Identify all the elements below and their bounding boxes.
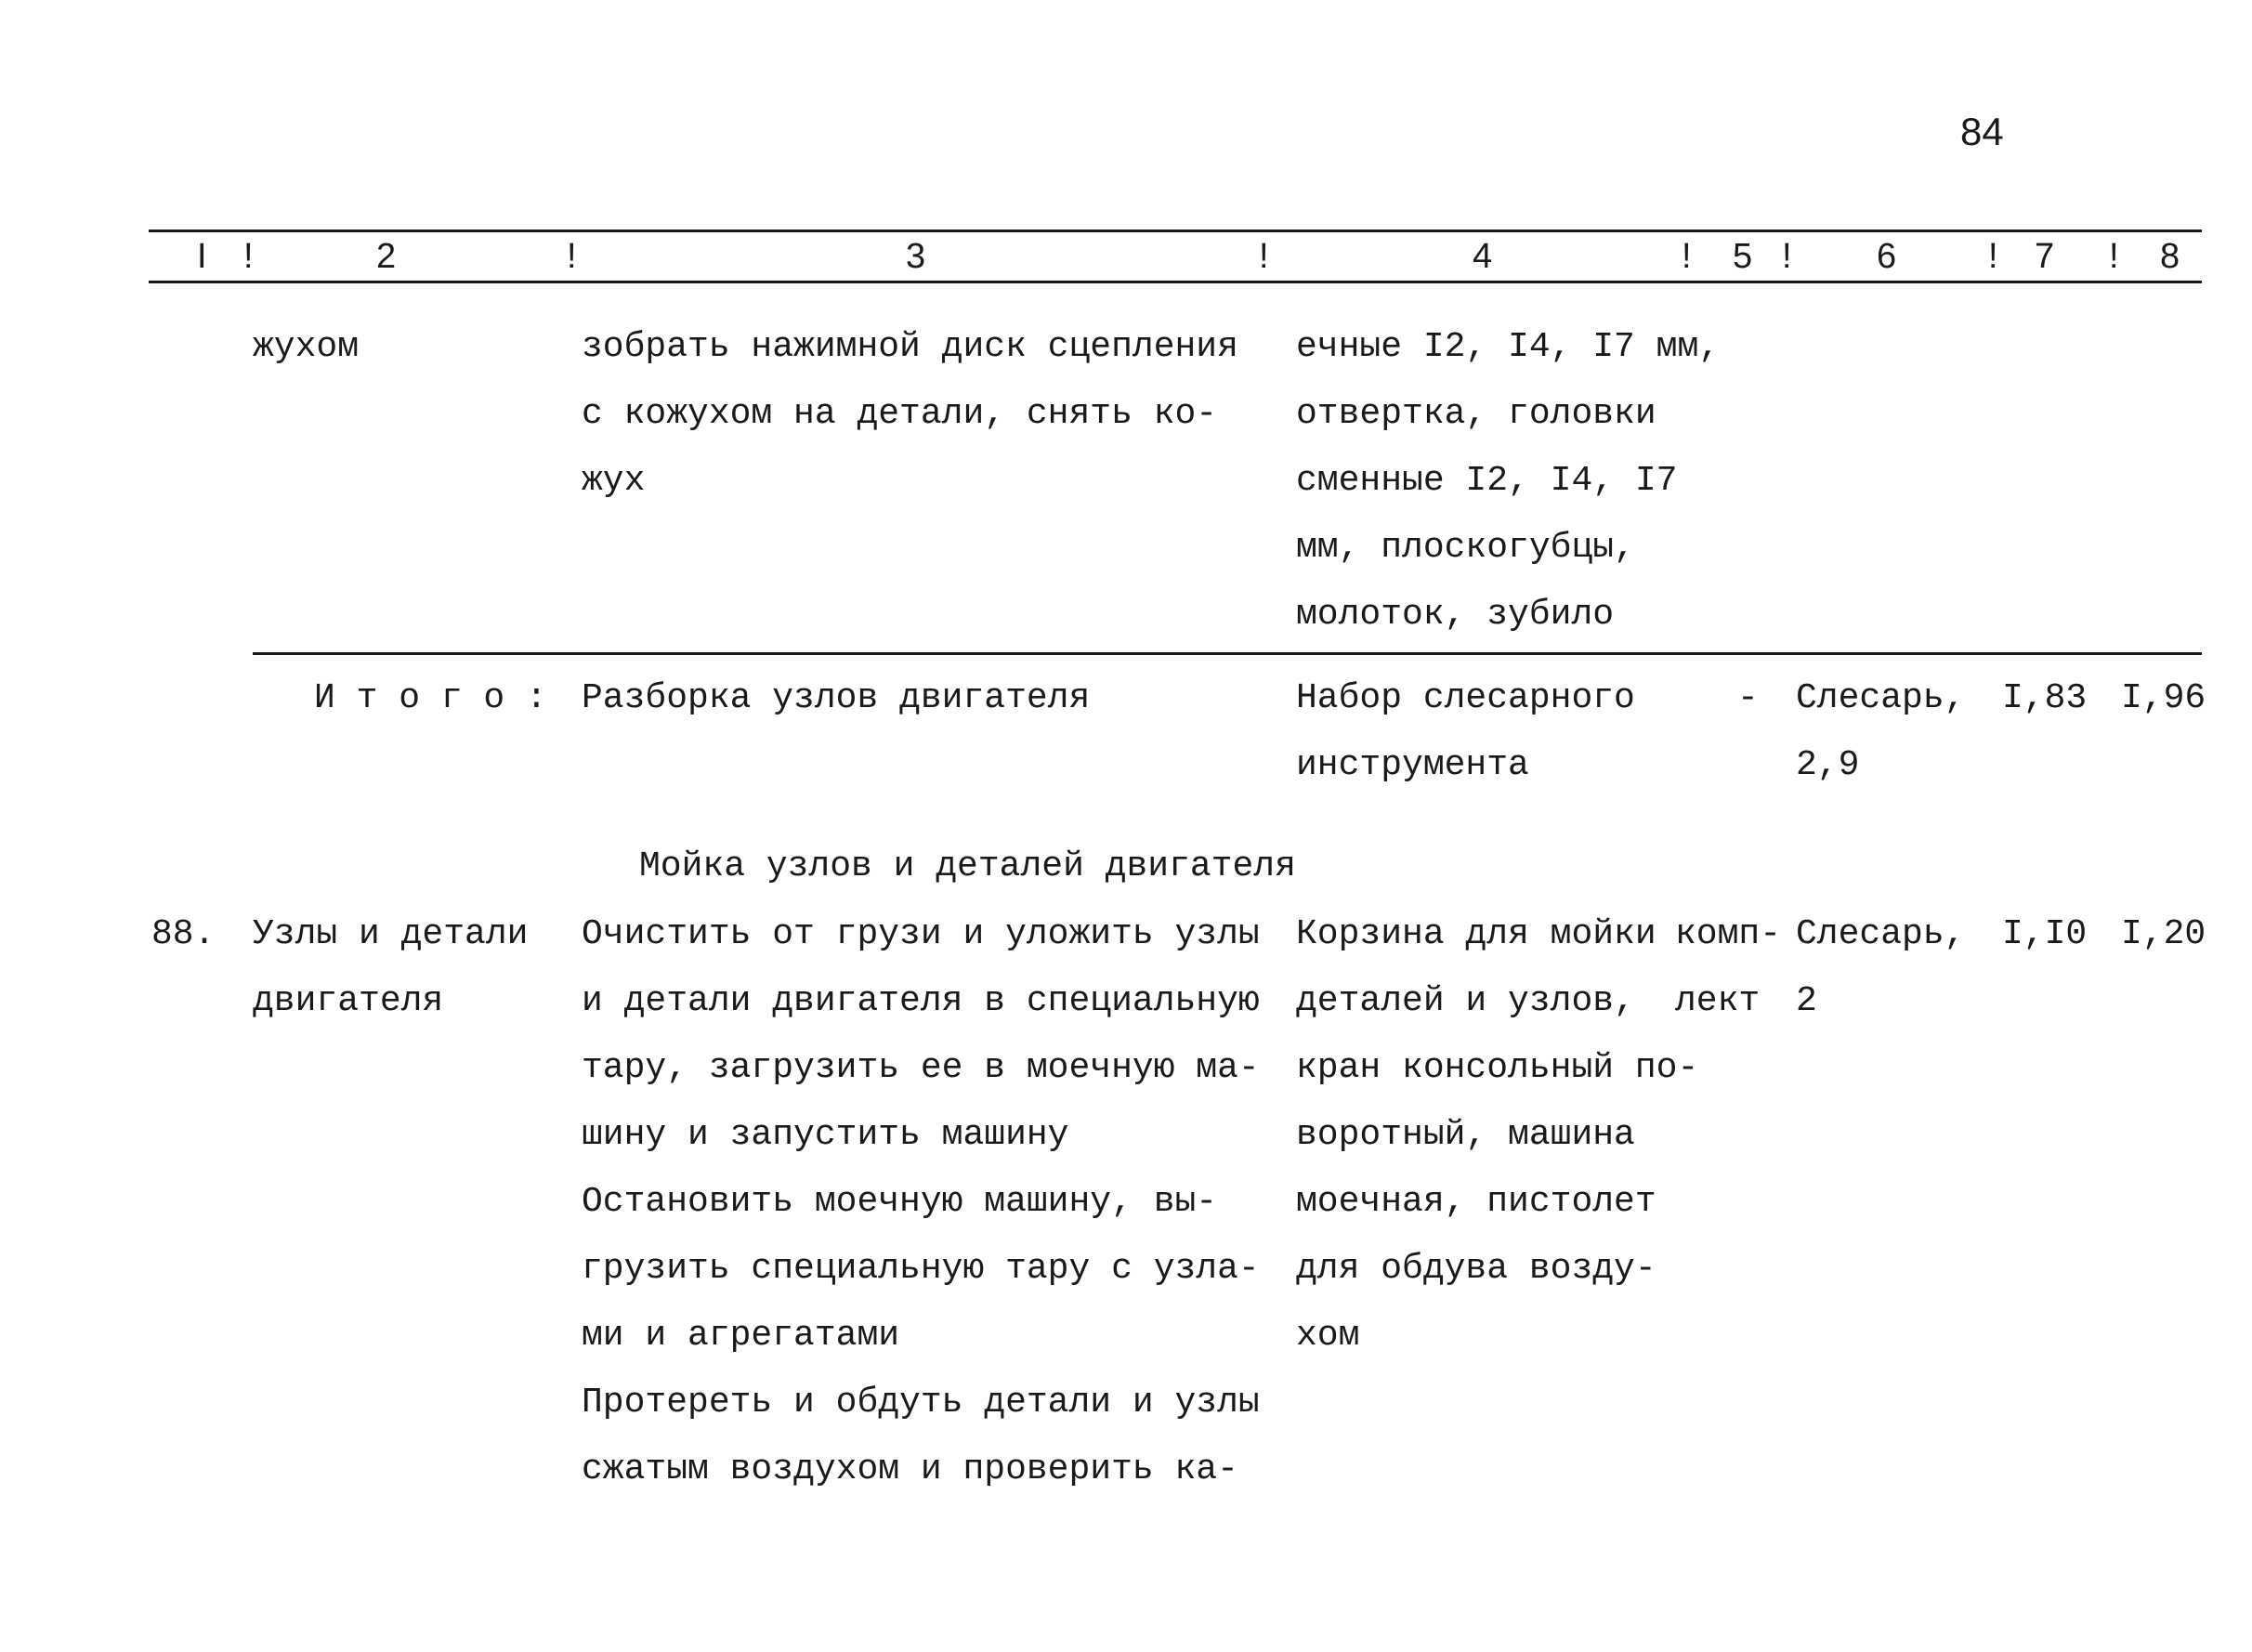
cont-col2-line: жухом xyxy=(253,327,360,367)
cont-col3-line: зобрать нажимной диск сцепления xyxy=(582,327,1238,367)
header-col-6: 6 xyxy=(1877,237,1897,276)
total-col4-line: Набор слесарного xyxy=(1296,678,1635,718)
header-col-3: 3 xyxy=(906,237,926,276)
header-separator: ! xyxy=(2109,237,2119,276)
row-col7: I,I0 xyxy=(2002,914,2088,954)
total-col6-line: Слесарь, xyxy=(1796,678,1966,718)
row-col5-line: лект xyxy=(1675,981,1761,1021)
row-col3-line: грузить специальную тару с узла- xyxy=(582,1249,1260,1289)
cont-col4-line: мм, плоскогубцы, xyxy=(1296,528,1635,568)
cont-col4-line: сменные I2, I4, I7 xyxy=(1296,461,1678,501)
header-separator: ! xyxy=(567,237,577,276)
header-separator: ! xyxy=(1782,237,1792,276)
row-col3-line: тару, загрузить ее в моечную ма- xyxy=(582,1048,1260,1088)
row-col3-line: и детали двигателя в специальную xyxy=(582,981,1260,1021)
cont-col3-line: жух xyxy=(582,461,646,501)
cont-col4-line: молоток, зубило xyxy=(1296,595,1615,635)
total-col6-line: 2,9 xyxy=(1796,745,1860,785)
total-label: И т о г о : xyxy=(314,678,547,718)
total-divider xyxy=(253,652,2202,655)
row-col4-line: кран консольный по- xyxy=(1296,1048,1699,1088)
header-separator: ! xyxy=(1259,237,1269,276)
header-separator: ! xyxy=(1988,237,1998,276)
cont-col4-line: отвертка, головки xyxy=(1296,394,1656,434)
total-col5: - xyxy=(1737,678,1759,718)
header-col-2: 2 xyxy=(376,237,397,276)
total-col3: Разборка узлов двигателя xyxy=(582,678,1091,718)
header-col-4: 4 xyxy=(1473,237,1493,276)
row-col4-line: Корзина для мойки xyxy=(1296,914,1656,954)
row-col4-line: хом xyxy=(1296,1316,1360,1356)
row-col2-line: Узлы и детали xyxy=(253,914,529,954)
page-number: 84 xyxy=(1960,110,2004,153)
header-col-5: 5 xyxy=(1733,237,1753,276)
section-title: Мойка узлов и деталей двигателя xyxy=(639,846,1296,886)
row-col6-line: Слесарь, xyxy=(1796,914,1966,954)
total-col7: I,83 xyxy=(2002,678,2088,718)
row-col3-line: ми и агрегатами xyxy=(582,1316,900,1356)
row-col3-line: Остановить моечную машину, вы- xyxy=(582,1182,1218,1222)
row-col3-line: Очистить от грузи и уложить узлы xyxy=(582,914,1260,954)
row-col4-line: деталей и узлов, xyxy=(1296,981,1635,1021)
header-separator: ! xyxy=(243,237,254,276)
row-number: 88. xyxy=(151,914,216,954)
total-col4-line: инструмента xyxy=(1296,745,1529,785)
header-separator: ! xyxy=(1682,237,1692,276)
row-col4-line: воротный, машина xyxy=(1296,1115,1635,1155)
cont-col3-line: с кожухом на детали, снять ко- xyxy=(582,394,1218,434)
header-col-7: 7 xyxy=(2035,237,2055,276)
cont-col4-line: ечные I2, I4, I7 мм, xyxy=(1296,327,1721,367)
header-col-8: 8 xyxy=(2160,237,2180,276)
header-col-1: I xyxy=(197,237,207,276)
row-col4-line: для обдува возду- xyxy=(1296,1249,1656,1289)
row-col8: I,20 xyxy=(2121,914,2206,954)
row-col5-line: комп- xyxy=(1675,914,1782,954)
row-col3-line: сжатым воздухом и проверить ка- xyxy=(582,1449,1238,1489)
total-col8: I,96 xyxy=(2121,678,2206,718)
row-col4-line: моечная, пистолет xyxy=(1296,1182,1656,1222)
row-col2-line: двигателя xyxy=(253,981,444,1021)
row-col6-line: 2 xyxy=(1796,981,1817,1021)
row-col3-line: шину и запустить машину xyxy=(582,1115,1069,1155)
row-col3-line: Протереть и обдуть детали и узлы xyxy=(582,1383,1260,1423)
